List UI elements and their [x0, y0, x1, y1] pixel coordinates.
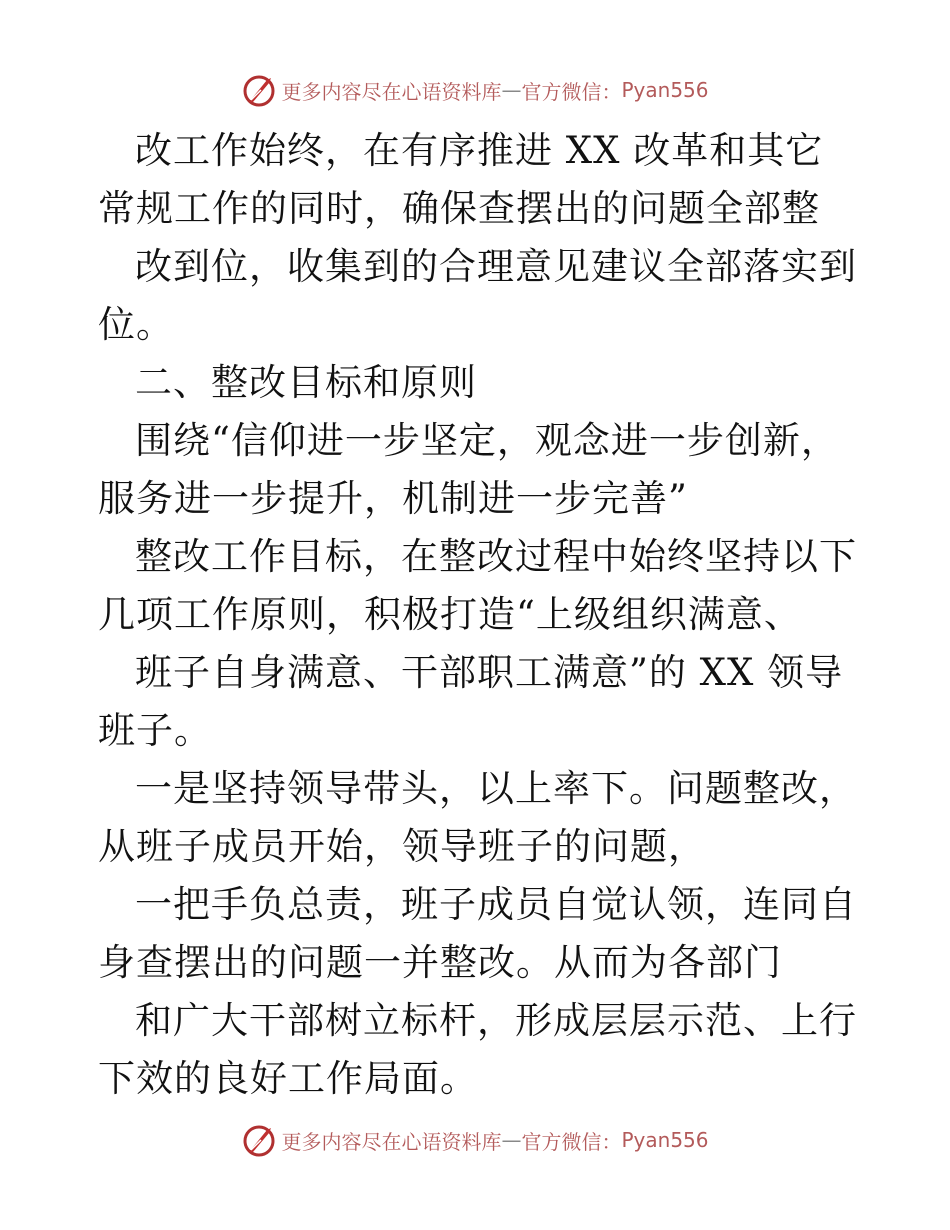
paragraph: 整改工作目标，在整改过程中始终坚持以下几项工作原则，积极打造“上级组织满意、 — [98, 535, 857, 636]
watermark-separator: — — [501, 1128, 522, 1152]
section-heading: 二、整改目标和原则 — [135, 361, 477, 404]
quill-logo-icon — [241, 72, 277, 108]
paragraph: 和广大干部树立标杆，形成层层示范、上行下效的良好工作局面。 — [98, 999, 857, 1100]
paragraph: 改工作始终，在有序推进 XX 改革和其它常规工作的同时，确保查摆出的问题全部整 — [98, 129, 824, 230]
watermark-handle: Pyan556 — [621, 78, 709, 102]
watermark-label: 官方微信： — [521, 1129, 622, 1154]
document-body — [98, 122, 858, 1108]
paragraph: 改到位，收集到的合理意见建议全部落实到位。 — [98, 245, 857, 346]
watermark-separator: — — [501, 78, 522, 102]
watermark-label: 官方微信： — [521, 79, 622, 104]
quill-logo-icon — [241, 1122, 277, 1158]
watermark-text: 更多内容尽在心语资料库 — [281, 1129, 502, 1154]
paragraph: 一是坚持领导带头，以上率下。问题整改，从班子成员开始，领导班子的问题， — [98, 767, 857, 868]
watermark-handle: Pyan556 — [621, 1128, 709, 1152]
header-watermark — [0, 70, 950, 110]
watermark-text: 更多内容尽在心语资料库 — [281, 79, 502, 104]
paragraph: 围绕“信仰进一步坚定，观念进一步创新，服务进一步提升，机制进一步完善” — [98, 419, 839, 520]
paragraph: 一把手负总责，班子成员自觉认领，连同自身查摆出的问题一并整改。从而为各部门 — [98, 883, 857, 984]
footer-watermark — [0, 1120, 950, 1160]
paragraph: 班子自身满意、干部职工满意”的 XX 领导班子。 — [98, 651, 844, 752]
